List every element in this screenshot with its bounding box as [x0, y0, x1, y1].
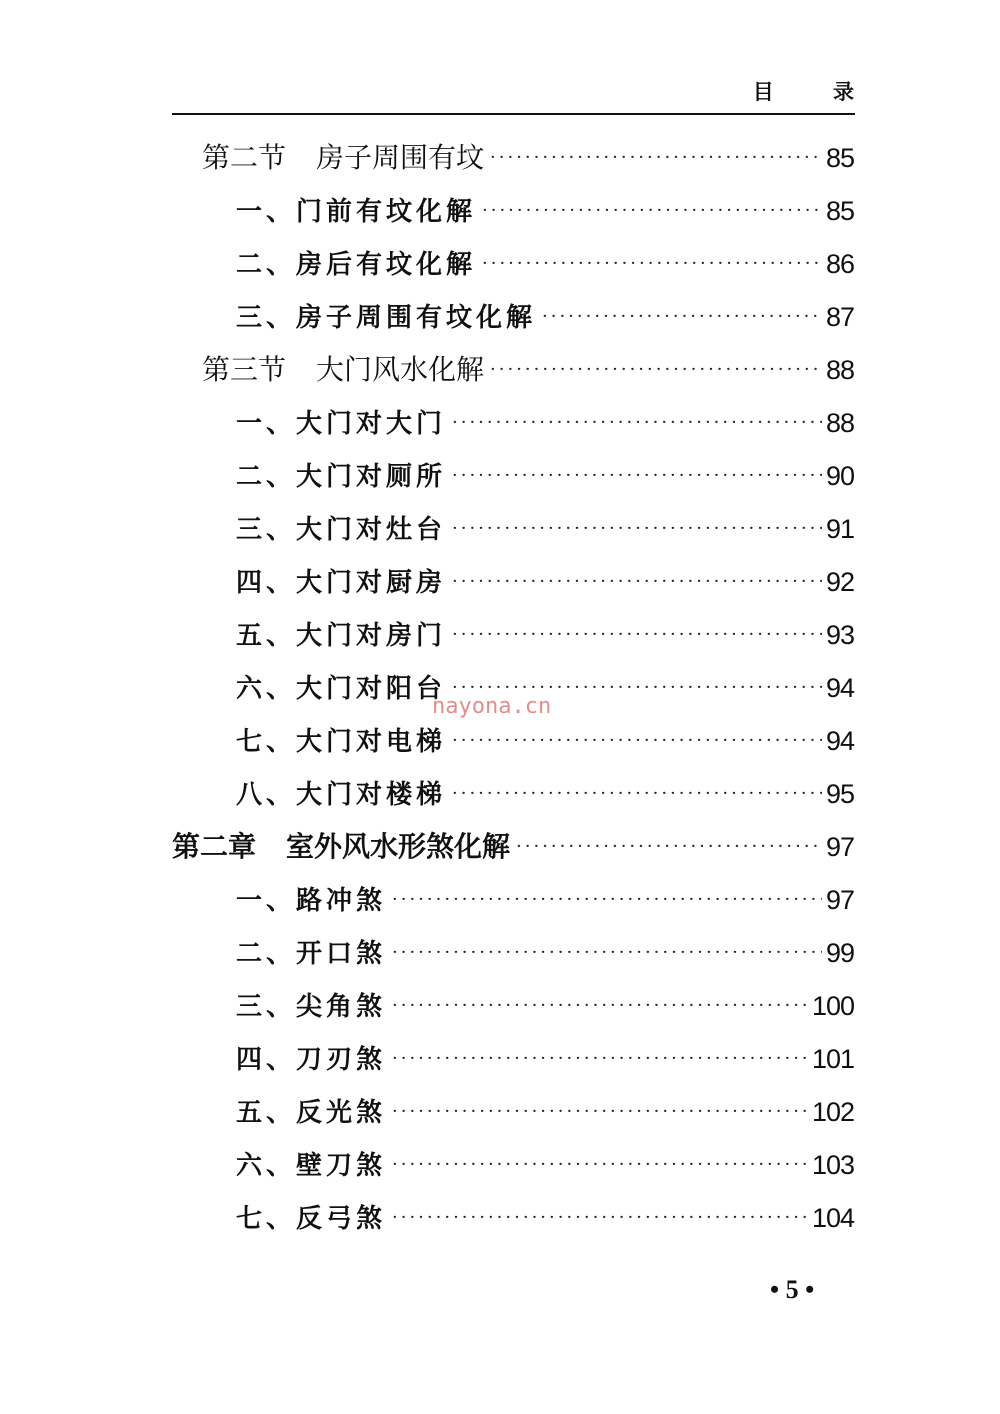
- toc-entry-page: 86: [825, 249, 854, 279]
- toc-entry-page: 87: [825, 302, 854, 332]
- toc-entry-label: 四、大门对厨房: [236, 568, 447, 598]
- toc-entry-label: 二、大门对厕所: [236, 462, 447, 492]
- toc-entry-page: 102: [811, 1097, 854, 1127]
- toc-entry-page: 95: [825, 779, 854, 809]
- toc-entry-label: 一、路冲煞: [236, 886, 387, 916]
- toc-entry-page: 91: [825, 514, 854, 544]
- dot-leader: [392, 1039, 808, 1079]
- toc-entry-page: 85: [825, 143, 854, 173]
- toc-entry-chapter[interactable]: [172, 827, 854, 867]
- dot-leader: [452, 403, 822, 443]
- toc-entry-label: 五、反光煞: [236, 1098, 387, 1128]
- toc-entry-item[interactable]: [236, 191, 854, 231]
- toc-entry-item[interactable]: [236, 933, 854, 973]
- dot-leader: [452, 509, 822, 549]
- toc-entry-page: 101: [811, 1044, 854, 1074]
- toc-entry-page: 94: [825, 726, 854, 756]
- toc-entry-page: 92: [825, 567, 854, 597]
- toc-entry-label: 七、大门对电梯: [236, 727, 447, 757]
- dot-leader: [392, 880, 822, 920]
- dot-leader: [452, 721, 822, 761]
- toc-entry-page: 97: [825, 832, 854, 862]
- toc-entry-label: 二、开口煞: [236, 939, 387, 969]
- dot-leader: [516, 827, 822, 867]
- toc-entry-item[interactable]: [236, 403, 854, 443]
- dot-leader: [392, 1145, 808, 1185]
- toc-entry-label: 三、大门对灶台: [236, 515, 447, 545]
- toc-entry-page: 88: [825, 408, 854, 438]
- dot-leader: [392, 986, 808, 1026]
- toc-entry-label: 七、反弓煞: [236, 1204, 387, 1234]
- dot-leader: [452, 615, 822, 655]
- toc-entry-label: 四、刀刃煞: [236, 1045, 387, 1075]
- toc-entry-label: 第三节 大门风水化解: [202, 353, 485, 386]
- toc-entry-label: 一、大门对大门: [236, 409, 447, 439]
- dot-leader: [392, 1092, 808, 1132]
- dot-leader: [490, 138, 822, 178]
- toc-entry-label: 二、房后有坟化解: [236, 250, 477, 280]
- toc-entry-section[interactable]: [202, 350, 854, 390]
- toc-entry-page: 93: [825, 620, 854, 650]
- toc-entry-item[interactable]: [236, 721, 854, 761]
- dot-leader: [482, 244, 822, 284]
- toc-entry-item[interactable]: [236, 456, 854, 496]
- toc-entry-page: 88: [825, 355, 854, 385]
- toc-entry-page: 103: [811, 1150, 854, 1180]
- toc-entry-page: 99: [825, 938, 854, 968]
- toc-entry-item[interactable]: [236, 562, 854, 602]
- dot-leader: [392, 1198, 808, 1238]
- dot-leader: [452, 774, 822, 814]
- toc-entry-page: 97: [825, 885, 854, 915]
- toc-entry-label: 第二节 房子周围有坟: [202, 141, 485, 174]
- toc-entry-item[interactable]: [236, 615, 854, 655]
- watermark: nayona.cn: [432, 694, 552, 719]
- toc-entry-page: 90: [825, 461, 854, 491]
- toc-entry-label: 一、门前有坟化解: [236, 197, 477, 227]
- toc-entry-label: 第二章 室外风水形煞化解: [172, 830, 511, 863]
- toc-entry-label: 六、大门对阳台: [236, 674, 447, 704]
- toc-entry-label: 三、房子周围有坟化解: [236, 303, 537, 333]
- toc-entry-item[interactable]: [236, 1039, 854, 1079]
- dot-leader: [542, 297, 822, 337]
- toc-entry-page: 100: [811, 991, 854, 1021]
- toc-entry-item[interactable]: [236, 509, 854, 549]
- dot-leader: [490, 350, 822, 390]
- dot-leader: [482, 191, 822, 231]
- toc-entry-item[interactable]: [236, 774, 854, 814]
- toc-entry-page: 94: [825, 673, 854, 703]
- toc-entry-label: 五、大门对房门: [236, 621, 447, 651]
- dot-leader: [452, 562, 822, 602]
- toc-entry-item[interactable]: [236, 297, 854, 337]
- header-rule: [172, 113, 855, 115]
- dot-leader: [452, 456, 822, 496]
- toc-entry-label: 六、壁刀煞: [236, 1151, 387, 1181]
- toc-entry-item[interactable]: [236, 986, 854, 1026]
- toc-entry-item[interactable]: [236, 880, 854, 920]
- toc-entry-page: 85: [825, 196, 854, 226]
- toc-entry-section[interactable]: [202, 138, 854, 178]
- toc-entry-label: 八、大门对楼梯: [236, 780, 447, 810]
- toc-entry-item[interactable]: [236, 1145, 854, 1185]
- toc-entry-item[interactable]: [236, 1198, 854, 1238]
- page-number: • 5 •: [770, 1275, 815, 1304]
- toc-entry-page: 104: [811, 1203, 854, 1233]
- dot-leader: [392, 933, 822, 973]
- running-header-title: 目 录: [752, 80, 880, 104]
- toc-entry-label: 三、尖角煞: [236, 992, 387, 1022]
- toc-entry-item[interactable]: [236, 1092, 854, 1132]
- toc-entry-item[interactable]: [236, 244, 854, 284]
